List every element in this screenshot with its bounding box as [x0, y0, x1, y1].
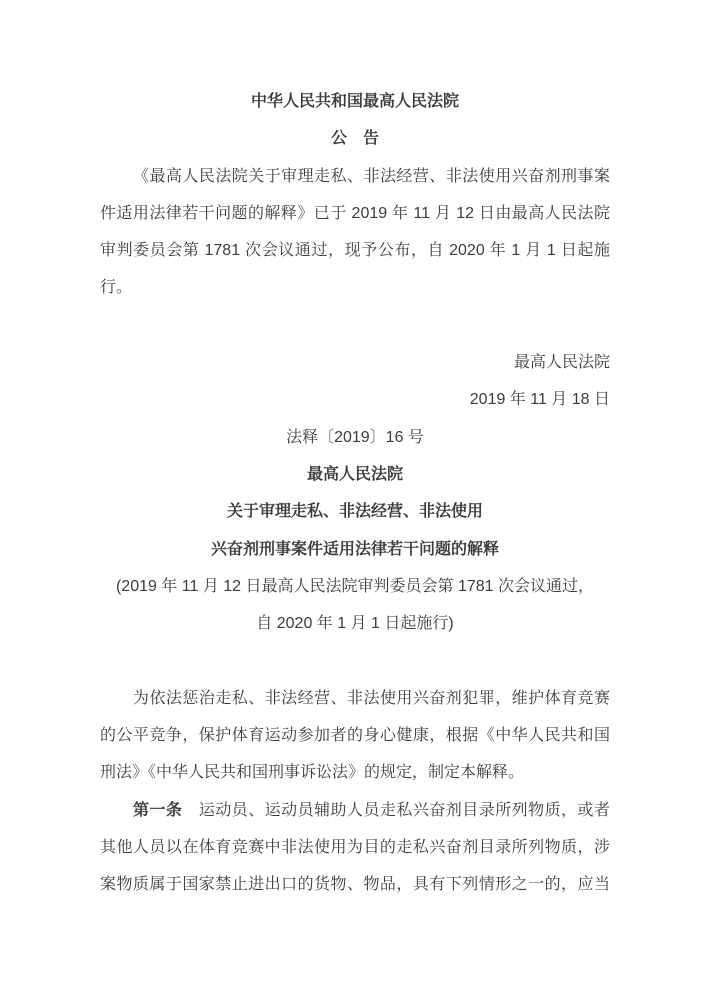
- article-1-line-1: [100, 792, 610, 829]
- document-content: [100, 83, 610, 904]
- article-1-line-2: 其他人员以在体育竞赛中非法使用为目的走私兴奋剂目录所列物质，涉: [100, 838, 610, 856]
- doc-title-line-3: 兴奋剂刑事案件适用法律若干问题的解释: [210, 540, 499, 558]
- announcement-heading: 公 告: [330, 130, 379, 148]
- announcement-body-line-3: 审判委员会第 1781 次会议通过，现予公布，自 2020 年 1 月 1 日起施: [100, 242, 610, 260]
- article-1-line-1-text: 运动员、运动员辅助人员走私兴奋剂目录所列物质，或者: [182, 801, 610, 819]
- blank-line: [100, 307, 610, 344]
- signature-issuer: 最高人民法院: [513, 354, 610, 372]
- article-1-number: 第一条: [133, 801, 183, 819]
- doc-number: 法释〔2019〕16 号: [286, 428, 424, 446]
- announcement-org-title: 中华人民共和国最高人民法院: [250, 93, 459, 110]
- article-1-line-3: 案物质属于国家禁止进出口的货物、物品，具有下列情形之一的，应当: [100, 876, 610, 894]
- signature-date: 2019 年 11 月 18 日: [469, 391, 610, 409]
- announcement-body-line-4: 行。: [100, 279, 133, 297]
- preamble-line-2: 的公平竞争，保护体育运动参加者的身心健康，根据《中华人民共和国: [100, 727, 610, 745]
- adoption-note-line-2: 自 2020 年 1 月 1 日起施行): [256, 615, 454, 633]
- announcement-body-line-2: 件适用法律若干问题的解释》已于 2019 年 11 月 12 日由最高人民法院: [100, 204, 610, 222]
- doc-title-line-1: 最高人民法院: [306, 465, 403, 483]
- doc-title-line-2: 关于审理走私、非法经营、非法使用: [226, 503, 483, 521]
- blank-line: [100, 642, 610, 679]
- announcement-body-line-1: 《最高人民法院关于审理走私、非法经营、非法使用兴奋剂刑事案: [133, 167, 610, 185]
- adoption-note-line-1: (2019 年 11 月 12 日最高人民法院审判委员会第 1781 次会议通过，: [115, 577, 595, 595]
- preamble-line-3: 刑法》《中华人民共和国刑事诉讼法》的规定，制定本解释。: [100, 764, 525, 782]
- preamble-line-1: 为依法惩治走私、非法经营、非法使用兴奋剂犯罪，维护体育竞赛: [133, 689, 610, 707]
